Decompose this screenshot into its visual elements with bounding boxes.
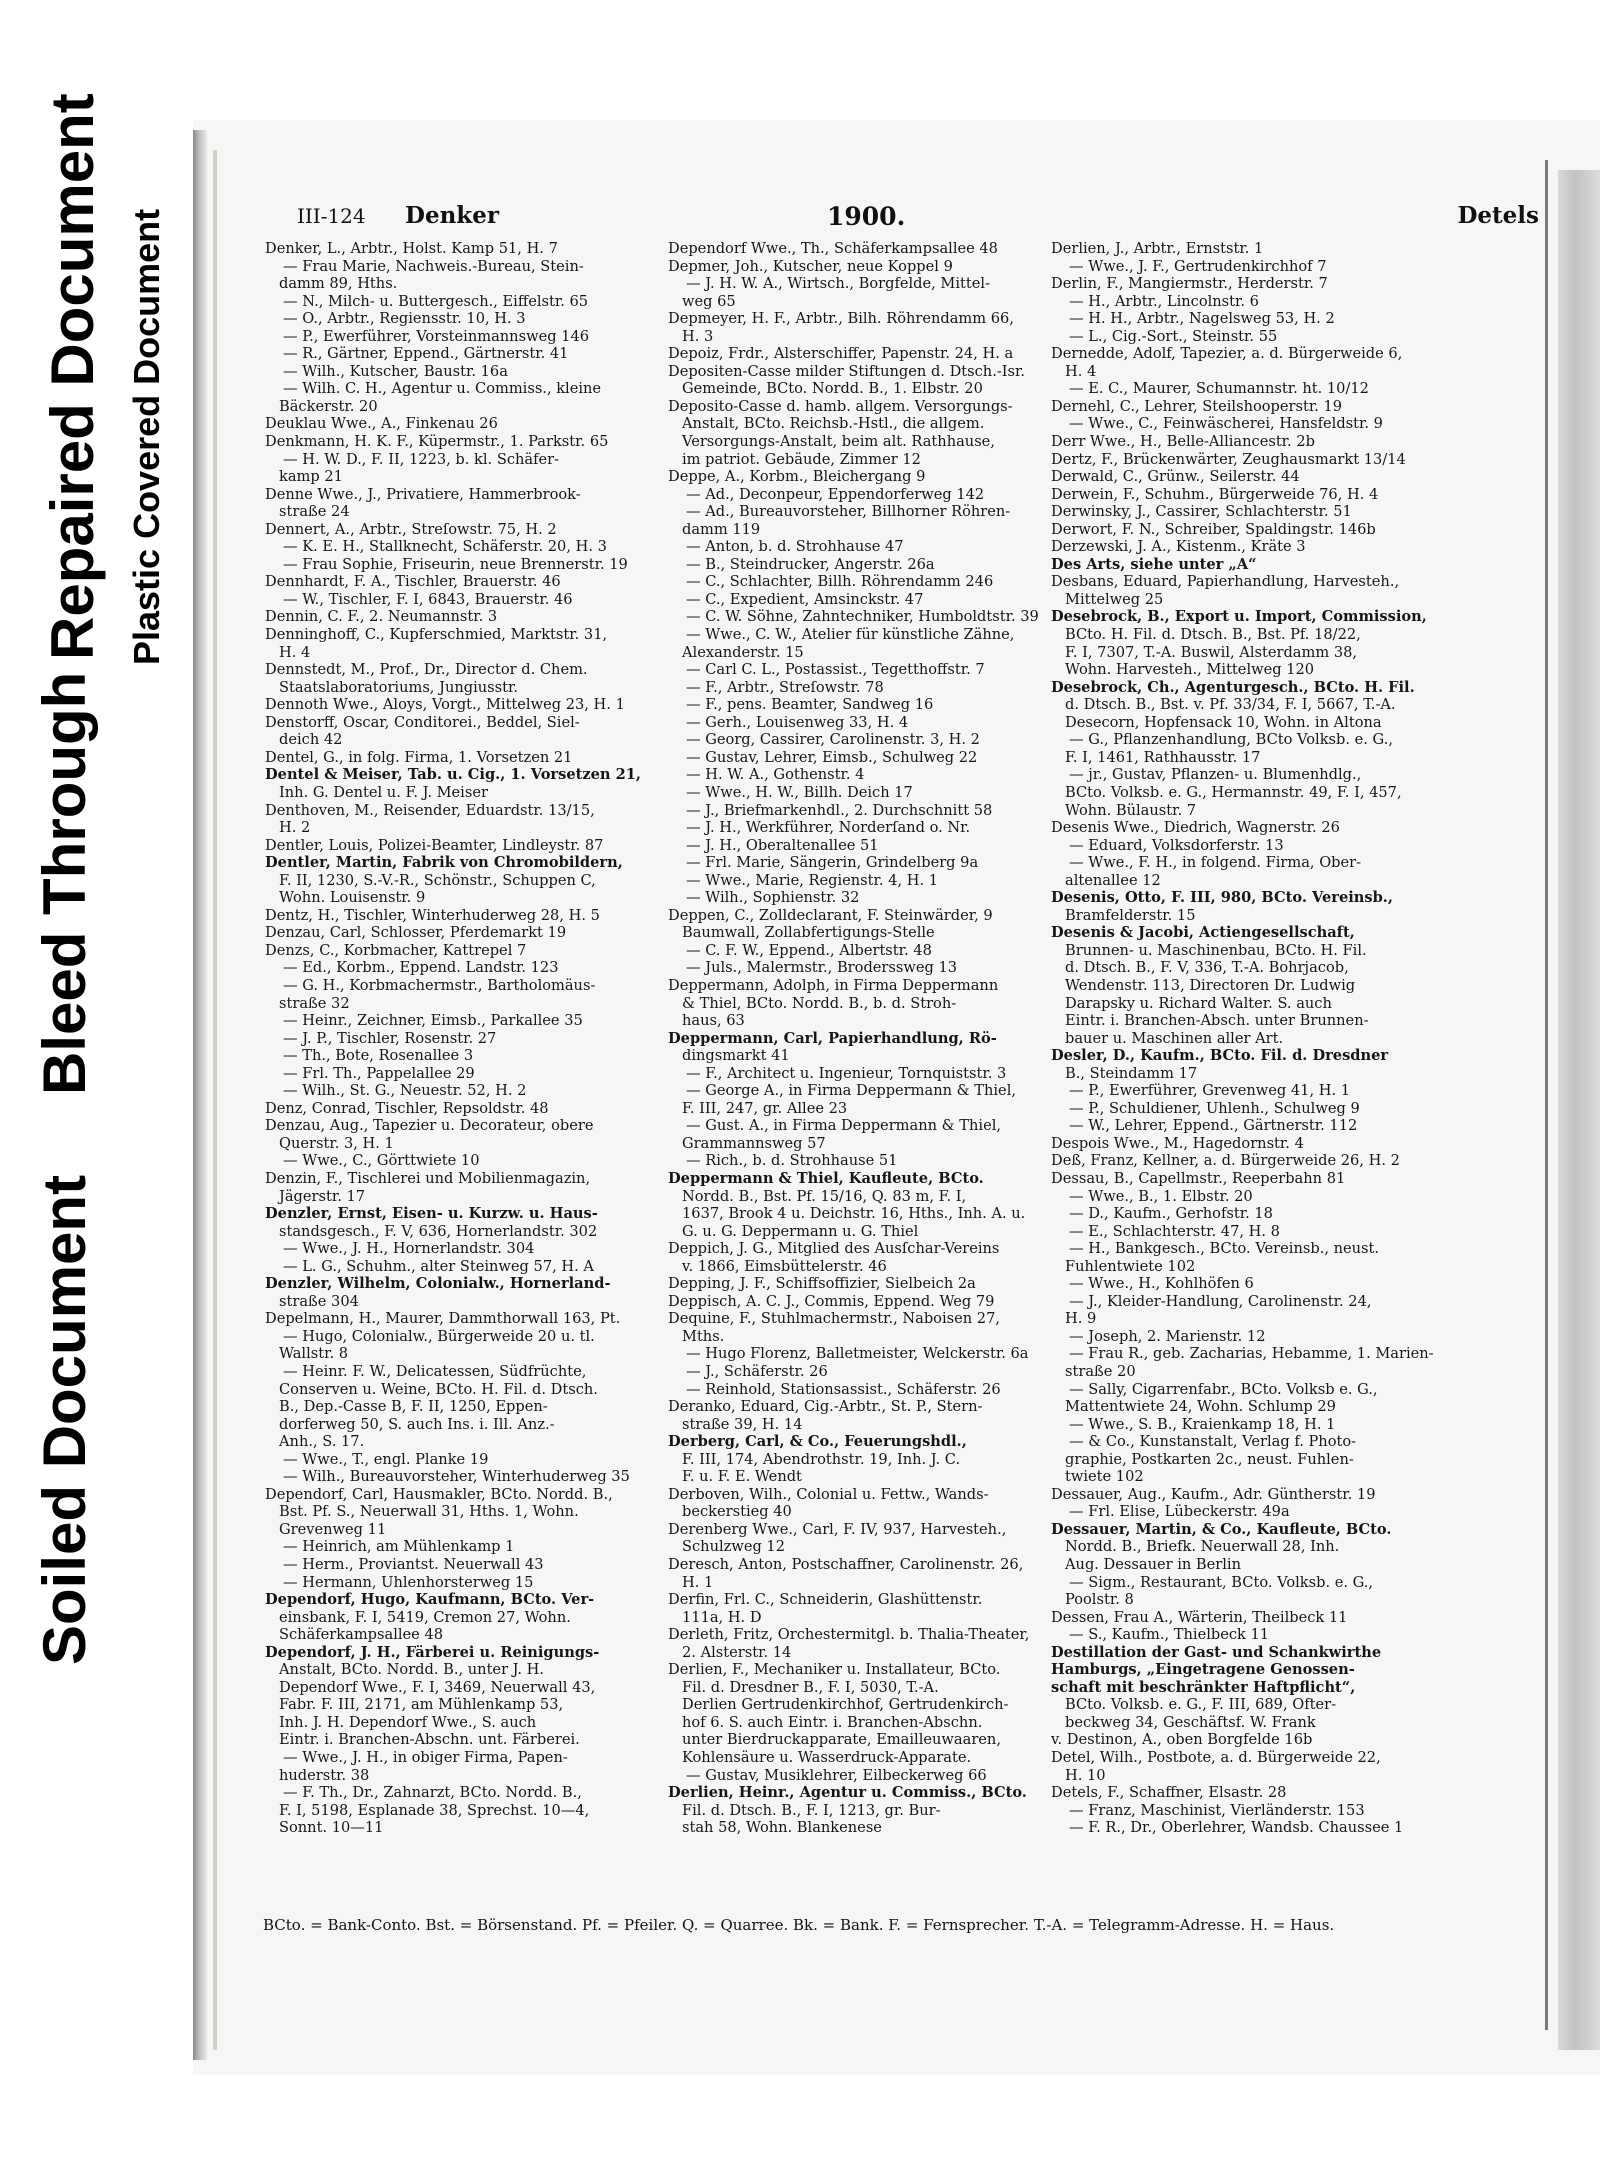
entry-continuation: H. 1 [682, 1573, 714, 1591]
directory-entry: Derfin, Frl. C., Schneiderin, Glashüttenstr. [668, 1591, 983, 1609]
entry-continuation: unter Bierdruckapparate, Emailleuwaaren, [682, 1731, 1001, 1749]
directory-entry: v. Destinon, A., oben Borgfelde 16b [1051, 1731, 1313, 1749]
sub-entry: — F. R., Dr., Oberlehrer, Wandsb. Chaussee 1 [1069, 1819, 1404, 1837]
page-number: III-124 [297, 204, 366, 228]
entry-continuation: F. III, 247, gr. Allee 23 [682, 1099, 848, 1117]
sub-entry: — Ad., Deconpeur, Eppendorferweg 142 [686, 485, 985, 503]
directory-entry: Denzin, F., Tischlerei und Mobilienmagazin, [265, 1169, 591, 1187]
entry-continuation: straße 32 [279, 994, 350, 1012]
entry-continuation: bauer u. Maschinen aller Art. [1065, 1029, 1284, 1047]
directory-entry: Depositen-Casse milder Stiftungen d. Dtsch.-Isr. [668, 362, 1026, 380]
entry-continuation: kamp 21 [279, 468, 343, 486]
sub-entry: — Georg, Cassirer, Carolinenstr. 3, H. 2 [686, 731, 980, 749]
sub-entry: — & Co., Kunstanstalt, Verlag f. Photo- [1069, 1433, 1357, 1451]
sub-entry: — E., Schlachterstr. 47, H. 8 [1069, 1222, 1280, 1240]
sub-entry: — Ad., Bureauvorsteher, Billhorner Röhren- [686, 503, 1011, 521]
sub-entry: — F., pens. Beamter, Sandweg 16 [686, 696, 934, 714]
directory-entry: Dependorf Wwe., Th., Schäferkampsallee 48 [668, 240, 998, 257]
entry-continuation: Wohn. Harvesteh., Mittelweg 120 [1065, 661, 1315, 679]
entry-continuation: G. u. G. Deppermann u. G. Thiel [682, 1222, 919, 1240]
sub-entry: — G., Pflanzenhandlung, BCto Volksb. e. G., [1069, 731, 1393, 749]
directory-entry: Denzau, Aug., Tapezier u. Decorateur, obere [265, 1117, 594, 1135]
directory-entry: Deppermann, Adolph, in Firma Deppermann [668, 976, 999, 994]
entry-continuation: v. 1866, Eimsbüttelerstr. 46 [682, 1257, 887, 1275]
header-first-entry: Denker [405, 202, 499, 229]
directory-entry: Dennhardt, F. A., Tischler, Brauerstr. 46 [265, 573, 561, 591]
directory-entry: Denninghoff, C., Kupferschmied, Marktstr. 31, [265, 626, 608, 644]
entry-continuation: H. 4 [1065, 362, 1097, 380]
directory-entry: Destillation der Gast- und Schankwirthe [1051, 1643, 1382, 1661]
header-last-entry: Detels [1457, 202, 1539, 229]
entry-continuation: Staatslaboratoriums, Jungiusstr. [279, 678, 519, 696]
directory-entry: Desenis, Otto, F. III, 980, BCto. Vereinsb., [1051, 889, 1393, 907]
entry-continuation: Nordd. B., Briefk. Neuerwall 28, Inh. [1065, 1538, 1340, 1556]
directory-entry: Derwein, F., Schuhm., Bürgerweide 76, H. 4 [1051, 485, 1379, 503]
entry-continuation: Fil. d. Dtsch. B., F. I, 1213, gr. Bur- [682, 1801, 941, 1819]
directory-entry: Derberg, Carl, & Co., Feuerungshdl., [668, 1433, 967, 1451]
sub-entry: — P., Schuldiener, Uhlenh., Schulweg 9 [1069, 1099, 1360, 1117]
entry-continuation: H. 4 [279, 643, 311, 661]
sub-entry: — J., Kleider-Handlung, Carolinenstr. 24, [1069, 1292, 1372, 1310]
sub-entry: — Wilh., Bureauvorsteher, Winterhuderweg 35 [283, 1468, 630, 1486]
directory-entry: Dernedde, Adolf, Tapezier, a. d. Bürgerweide 6, [1051, 345, 1403, 363]
directory-entry: Deppen, C., Zolldeclarant, F. Steinwärder, 9 [668, 906, 993, 924]
directory-entry: Denstorff, Oscar, Conditorei., Beddel, Siel- [265, 713, 580, 731]
entry-continuation: Fuhlentwiete 102 [1065, 1257, 1196, 1275]
entry-continuation: 2. Alsterstr. 14 [682, 1643, 792, 1661]
directory-entry: Dependorf, Carl, Hausmakler, BCto. Nordd. B., [265, 1485, 613, 1503]
entry-continuation: Kohlensäure u. Wasserdruck-Apparate. [682, 1749, 972, 1767]
sub-entry: — L., Cig.-Sort., Steinstr. 55 [1069, 327, 1278, 345]
label-soiled-document: Soiled Document [31, 1174, 98, 1665]
entry-continuation: Mattentwiete 24, Wohn. Schlump 29 [1065, 1398, 1336, 1416]
sub-entry: — Gust. A., in Firma Deppermann & Thiel, [686, 1117, 1002, 1135]
entry-continuation: F. I, 7307, T.-A. Buswil, Alsterdamm 38, [1065, 643, 1358, 661]
entry-continuation: Alexanderstr. 15 [682, 643, 804, 661]
directory-entry: Dessauer, Martin, & Co., Kaufleute, BCto. [1051, 1520, 1392, 1538]
sub-entry: — H., Arbtr., Lincolnstr. 6 [1069, 292, 1259, 310]
entry-continuation: haus, 63 [682, 1012, 745, 1030]
sub-entry: — Wilh. C. H., Agentur u. Commiss., kleine [283, 380, 602, 398]
sub-entry: — N., Milch- u. Buttergesch., Eiffelstr. 65 [283, 292, 589, 310]
directory-entry: Deppermann, Carl, Papierhandlung, Rö- [668, 1029, 997, 1047]
entry-continuation: Eintr. i. Branchen-Absch. unter Brunnen- [1065, 1012, 1369, 1030]
directory-entry: Dependorf, Hugo, Kaufmann, BCto. Ver- [265, 1591, 595, 1609]
sub-entry: — Wwe., C. W., Atelier für künstliche Zähne, [686, 626, 1015, 644]
directory-entry: Deppisch, A. C. J., Commis, Eppend. Weg 79 [668, 1292, 995, 1310]
entry-continuation: dorferweg 50, S. auch Ins. i. Ill. Anz.- [279, 1415, 555, 1433]
directory-entry: Dessen, Frau A., Wärterin, Theilbeck 11 [1051, 1608, 1348, 1626]
directory-entry: Depmer, Joh., Kutscher, neue Koppel 9 [668, 257, 953, 275]
entry-continuation: Bramfelderstr. 15 [1065, 906, 1196, 924]
sub-entry: — W., Tischler, F. I, 6843, Brauerstr. 46 [283, 590, 573, 608]
entry-continuation: d. Dtsch. B., F. V, 336, T.-A. Bohrjacob, [1065, 959, 1349, 977]
sub-entry: — Gustav, Musiklehrer, Eilbeckerweg 66 [686, 1766, 987, 1784]
sub-entry: — F., Architect u. Ingenieur, Tornquiststr. 3 [686, 1064, 1007, 1082]
directory-entry: Derleth, Fritz, Orchestermitgl. b. Thalia-Theater, [668, 1626, 1030, 1644]
entry-continuation: im patriot. Gebäude, Zimmer 12 [682, 450, 921, 468]
page-inner-edge [213, 150, 217, 2050]
entry-continuation: H. 10 [1065, 1766, 1106, 1784]
directory-entry: Desler, D., Kaufm., BCto. Fil. d. Dresdner [1051, 1047, 1389, 1065]
entry-continuation: Bst. Pf. S., Neuerwall 31, Hths. 1, Wohn. [279, 1503, 579, 1521]
directory-entry: Detel, Wilh., Postbote, a. d. Bürgerweide 22, [1051, 1749, 1381, 1767]
sub-entry: — H. W. A., Gothenstr. 4 [686, 766, 865, 784]
sub-entry: — Wwe., H. W., Billh. Deich 17 [686, 783, 913, 801]
sub-entry: — Sally, Cigarrenfabr., BCto. Volksb e. G., [1069, 1380, 1378, 1398]
sub-entry: — F. Th., Dr., Zahnarzt, BCto. Nordd. B., [283, 1784, 582, 1802]
entry-continuation: straße 20 [1065, 1363, 1136, 1380]
sub-entry: — Anton, b. d. Strohhause 47 [686, 538, 904, 556]
sub-entry: — C. F. W., Eppend., Albertstr. 48 [686, 941, 932, 959]
directory-entry: Desebrock, Ch., Agenturgesch., BCto. H. Fil. [1051, 678, 1415, 696]
entry-continuation: Fabr. F. III, 2171, am Mühlenkamp 53, [279, 1696, 564, 1714]
entry-continuation: beckweg 34, Geschäftsf. W. Frank [1065, 1713, 1316, 1731]
entry-continuation: altenallee 12 [1065, 871, 1161, 889]
entry-continuation: Grammannsweg 57 [682, 1134, 826, 1152]
sub-entry: — Wwe., J. H., Hornerlandstr. 304 [283, 1240, 535, 1258]
directory-entry: Denker, L., Arbtr., Holst. Kamp 51, H. 7 [265, 240, 558, 257]
entry-continuation: beckerstieg 40 [682, 1503, 792, 1521]
entry-continuation: einsbank, F. I, 5419, Cremon 27, Wohn. [279, 1608, 571, 1626]
label-plastic-covered-document: Plastic Covered Document [126, 208, 167, 665]
sub-entry: — Heinrich, am Mühlenkamp 1 [283, 1538, 515, 1556]
directory-entry: Deuklau Wwe., A., Finkenau 26 [265, 415, 498, 433]
entry-continuation: F. u. F. E. Wendt [682, 1468, 802, 1486]
directory-entry: Denzler, Ernst, Eisen- u. Kurzw. u. Haus- [265, 1205, 598, 1223]
sub-entry: — Wilh., Sophienstr. 32 [686, 889, 860, 907]
sub-entry: — Wwe., F. H., in folgend. Firma, Ober- [1069, 854, 1362, 872]
directory-entry: Denkmann, H. K. F., Küpermstr., 1. Parkstr. 65 [265, 433, 609, 451]
entry-continuation: H. 3 [682, 327, 714, 345]
entry-continuation: hof 6. S. auch Eintr. i. Branchen-Abschn. [682, 1713, 983, 1731]
entry-continuation: Anstalt, BCto. Reichsb.-Hstl., die allgem. [682, 415, 985, 433]
sub-entry: — J. H., Werkführer, Norderſand o. Nr. [686, 819, 971, 837]
entry-continuation: 1637, Brook 4 u. Deichstr. 16, Hths., Inh. A. u. [682, 1205, 1026, 1223]
sub-entry: — J. H. W. A., Wirtsch., Borgfelde, Mittel- [686, 275, 991, 293]
entry-continuation: dingsmarkt 41 [682, 1047, 790, 1065]
directory-entry: Desenis Wwe., Diedrich, Wagnerstr. 26 [1051, 819, 1340, 837]
directory-entry: Deranko, Eduard, Cig.-Arbtr., St. P., Stern- [668, 1398, 983, 1416]
sub-entry: — S., Kaufm., Thielbeck 11 [1069, 1626, 1270, 1644]
entry-continuation: Querstr. 3, H. 1 [279, 1134, 394, 1152]
entry-continuation: Wohn. Bülaustr. 7 [1065, 801, 1197, 819]
directory-entry: Denthoven, M., Reisender, Eduardstr. 13/15, [265, 801, 595, 819]
directory-entry: Denz, Conrad, Tischler, Repsoldstr. 48 [265, 1099, 549, 1117]
next-page-edge [1558, 170, 1600, 2050]
entry-continuation: Nordd. B., Bst. Pf. 15/16, Q. 83 m, F. I, [682, 1187, 967, 1205]
directory-entry: Desenis & Jacobi, Actiengesellschaft, [1051, 924, 1355, 942]
page-binding-edge [193, 130, 207, 2060]
entry-continuation: H. 9 [1065, 1310, 1097, 1328]
sub-entry: — Sigm., Restaurant, BCto. Volksb. e. G., [1069, 1573, 1374, 1591]
directory-entry: Derlien, J., Arbtr., Ernststr. 1 [1051, 240, 1264, 257]
directory-entry: Derwald, C., Grünw., Seilerstr. 44 [1051, 468, 1300, 486]
directory-entry: Depmeyer, H. F., Arbtr., Bilh. Röhrendamm 66, [668, 310, 1014, 328]
entry-continuation: Dependorf Wwe., F. I, 3469, Neuerwall 43, [279, 1678, 596, 1696]
directory-entry: Despois Wwe., M., Hagedornstr. 4 [1051, 1134, 1304, 1152]
directory-entry: Dentel, G., in folg. Firma, 1. Vorsetzen 21 [265, 748, 573, 766]
directory-entry: Derlin, F., Mangiermstr., Herderstr. 7 [1051, 275, 1328, 293]
entry-continuation: Desecorn, Hopfensack 10, Wohn. in Altona [1065, 713, 1382, 731]
sub-entry: — L. G., Schuhm., alter Steinweg 57, H. A [283, 1257, 594, 1275]
sub-entry: — C., Expedient, Amsinckstr. 47 [686, 590, 924, 608]
directory-entry: Derwort, F. N., Schreiber, Spaldingstr. 146b [1051, 520, 1376, 538]
directory-entry: Denzau, Carl, Schlosser, Pferdemarkt 19 [265, 924, 567, 942]
entry-continuation: Grevenweg 11 [279, 1520, 387, 1538]
sub-entry: — B., Steindrucker, Angerstr. 26a [686, 555, 935, 573]
sub-entry: — W., Lehrer, Eppend., Gärtnerstr. 112 [1069, 1117, 1358, 1135]
degradation-labels [0, 0, 200, 2177]
sub-entry: — R., Gärtner, Eppend., Gärtnerstr. 41 [283, 345, 569, 363]
directory-column-3 [1051, 240, 1449, 1900]
sub-entry: — Juls., Malermstr., Broderssweg 13 [686, 959, 958, 977]
sub-entry: — H. W. D., F. II, 1223, b. kl. Schäfer- [283, 450, 560, 468]
sub-entry: — C. W. Söhne, Zahntechniker, Humboldtstr. 39 [686, 608, 1039, 626]
entry-continuation: Wallstr. 8 [279, 1345, 349, 1363]
directory-entry: Derenberg Wwe., Carl, F. IV, 937, Harvesteh., [668, 1520, 1007, 1538]
entry-continuation: twiete 102 [1065, 1468, 1144, 1486]
sub-entry: — J., Briefmarkenhdl., 2. Durchschnitt 58 [686, 801, 993, 819]
sub-entry: — Hugo, Colonialw., Bürgerweide 20 u. tl. [283, 1327, 595, 1345]
entry-continuation: graphie, Postkarten 2c., neust. Fuhlen- [1065, 1450, 1354, 1468]
sub-entry: — Hugo Florenz, Balletmeister, Welckerstr. 6a [686, 1345, 1029, 1363]
entry-continuation: Poolstr. 8 [1065, 1591, 1134, 1609]
sub-entry: — Th., Bote, Rosenallee 3 [283, 1047, 474, 1065]
directory-entry: Deppe, A., Korbm., Bleichergang 9 [668, 468, 926, 486]
directory-entry: Des Arts, siehe unter „A“ [1051, 555, 1257, 573]
directory-entry: Dequine, F., Stuhlmachermstr., Naboisen 27, [668, 1310, 1000, 1328]
directory-entry: Desebrock, B., Export u. Import, Commission, [1051, 608, 1427, 626]
sub-entry: — Frau Sophie, Friseurin, neue Brennerstr. 19 [283, 555, 628, 573]
entry-continuation: Baumwall, Zollabfertigungs-Stelle [682, 924, 935, 942]
sub-entry: — Wwe., Marie, Regienstr. 4, H. 1 [686, 871, 939, 889]
directory-column-2 [668, 240, 1063, 1900]
directory-entry: Denzler, Wilhelm, Colonialw., Hornerland- [265, 1275, 611, 1293]
directory-entry: Derlien, Heinr., Agentur u. Commiss., BCto. [668, 1784, 1027, 1802]
entry-continuation: Versorgungs-Anstalt, beim alt. Rathhause, [682, 433, 995, 451]
label-repaired-document: Repaired Document [39, 93, 106, 660]
sub-entry: — C., Schlachter, Billh. Röhrendamm 246 [686, 573, 994, 591]
sub-entry: — Heinr., Zeichner, Eimsb., Parkallee 35 [283, 1012, 583, 1030]
sub-entry: — K. E. H., Stallknecht, Schäferstr. 20, H. 3 [283, 538, 607, 556]
entry-continuation: damm 89, Hths. [279, 275, 398, 293]
sub-entry: — G. H., Korbmachermstr., Bartholomäus- [283, 976, 596, 994]
sub-entry: — Gustav, Lehrer, Eimsb., Schulweg 22 [686, 748, 978, 766]
directory-entry: Deresch, Anton, Postschaffner, Carolinenstr. 26, [668, 1556, 1024, 1574]
entry-continuation: BCto. Volksb. e. G., Hermannstr. 49, F. I, 457, [1065, 783, 1402, 801]
entry-continuation: straße 39, H. 14 [682, 1415, 803, 1433]
entry-continuation: Conserven u. Weine, BCto. H. Fil. d. Dtsch. [279, 1380, 598, 1398]
entry-continuation: Aug. Dessauer in Berlin [1065, 1556, 1242, 1574]
directory-entry: Depelmann, H., Maurer, Dammthorwall 163, Pt. [265, 1310, 621, 1328]
sub-entry: — George A., in Firma Deppermann & Thiel, [686, 1082, 1016, 1100]
directory-entry: Derboven, Wilh., Colonial u. Fettw., Wands- [668, 1485, 989, 1503]
directory-entry: Dennin, C. F., 2. Neumannstr. 3 [265, 608, 498, 626]
sub-entry: — Hermann, Uhlenhorsterweg 15 [283, 1573, 534, 1591]
sub-entry: — Joseph, 2. Marienstr. 12 [1069, 1327, 1266, 1345]
sub-entry: — Frl. Elise, Lübeckerstr. 49a [1069, 1503, 1290, 1521]
entry-continuation: F. II, 1230, S.-V.-R., Schönstr., Schuppen C, [279, 871, 596, 889]
sub-entry: — H., Bankgesch., BCto. Vereinsb., neust. [1069, 1240, 1380, 1258]
directory-entry: Dennstedt, M., Prof., Dr., Director d. Chem. [265, 661, 588, 679]
entry-continuation: BCto. Volksb. e. G., F. III, 689, Ofter- [1065, 1696, 1337, 1714]
entry-continuation: 111a, H. D [682, 1608, 762, 1626]
sub-entry: — Wwe., H., Kohlhöfen 6 [1069, 1275, 1254, 1293]
directory-entry: Deppermann & Thiel, Kaufleute, BCto. [668, 1169, 984, 1187]
sub-entry: — Heinr. F. W., Delicatessen, Südfrüchte, [283, 1363, 587, 1380]
entry-continuation: Anh., S. 17. [279, 1433, 365, 1451]
directory-entry: Detels, F., Schaffner, Elsastr. 28 [1051, 1784, 1287, 1802]
entry-continuation: F. III, 174, Abendrothstr. 19, Inh. J. C. [682, 1450, 961, 1468]
entry-continuation: Inh. G. Dentel u. F. J. Meiser [279, 783, 488, 801]
label-bleed-through: Bleed Through [31, 671, 98, 1095]
directory-entry: Dentler, Louis, Polizei-Beamter, Lindleystr. 87 [265, 836, 604, 854]
sub-entry: — J. P., Tischler, Rosenstr. 27 [283, 1029, 497, 1047]
entry-continuation: standsgesch., F. V, 636, Hornerlandstr. 302 [279, 1222, 598, 1240]
entry-continuation: Wendenstr. 113, Directoren Dr. Ludwig [1065, 976, 1356, 994]
sub-entry: — D., Kaufm., Gerhofstr. 18 [1069, 1205, 1273, 1223]
entry-continuation: Eintr. i. Branchen-Abschn. unt. Färberei. [279, 1731, 580, 1749]
directory-entry: Derzewski, J. A., Kistenm., Kräte 3 [1051, 538, 1306, 556]
directory-entry: Dentz, H., Tischler, Winterhuderweg 28, H. 5 [265, 906, 600, 924]
directory-column-1 [265, 240, 660, 1900]
entry-continuation: BCto. H. Fil. d. Dtsch. B., Bst. Pf. 18/22, [1065, 626, 1361, 644]
entry-continuation: d. Dtsch. B., Bst. v. Pf. 33/34, F. I, 5667, T.-A. [1065, 696, 1396, 714]
entry-continuation: stah 58, Wohn. Blankenese [682, 1819, 882, 1837]
entry-continuation: F. I, 1461, Rathhausstr. 17 [1065, 748, 1261, 766]
entry-continuation: H. 2 [279, 819, 311, 837]
directory-entry: Dentel & Meiser, Tab. u. Cig., 1. Vorsetzen 21, [265, 766, 642, 784]
sub-entry: — Wilh., Kutscher, Baustr. 16a [283, 362, 508, 380]
sub-entry: — E. C., Maurer, Schumannstr. ht. 10/12 [1069, 380, 1369, 398]
sub-entry: — P., Ewerführer, Grevenweg 41, H. 1 [1069, 1082, 1351, 1100]
entry-continuation: Bäckerstr. 20 [279, 397, 378, 415]
directory-entry: Dessau, B., Capellmstr., Reeperbahn 81 [1051, 1169, 1346, 1187]
sub-entry: — H. H., Arbtr., Nagelsweg 53, H. 2 [1069, 310, 1335, 328]
directory-entry: Dentler, Martin, Fabrik von Chromobildern, [265, 854, 623, 872]
sub-entry: — Wwe., C., Görttwiete 10 [283, 1152, 480, 1170]
sub-entry: — P., Ewerführer, Vorsteinmannsweg 146 [283, 327, 590, 345]
sub-entry: — Wwe., T., engl. Planke 19 [283, 1450, 489, 1468]
sub-entry: — Wilh., St. G., Neuestr. 52, H. 2 [283, 1082, 527, 1100]
directory-entry: Depping, J. F., Schiffsoffizier, Sielbeich 2a [668, 1275, 976, 1293]
entry-continuation: Schulzweg 12 [682, 1538, 786, 1556]
sub-entry: — Wwe., J. H., in obiger Firma, Papen- [283, 1749, 568, 1767]
sub-entry: — Eduard, Volksdorferstr. 13 [1069, 836, 1284, 854]
directory-entry: Desbans, Eduard, Papierhandlung, Harvesteh., [1051, 573, 1400, 591]
entry-continuation: huderstr. 38 [279, 1766, 370, 1784]
sub-entry: — J. H., Oberaltenallee 51 [686, 836, 879, 854]
sub-entry: — Wwe., B., 1. Elbstr. 20 [1069, 1187, 1253, 1205]
entry-continuation: & Thiel, BCto. Nordd. B., b. d. Stroh- [682, 994, 957, 1012]
sub-entry: — O., Arbtr., Regiensstr. 10, H. 3 [283, 310, 526, 328]
directory-entry: Depoiz, Frdr., Alsterschiffer, Papenstr. 24, H. a [668, 345, 1014, 363]
entry-continuation: Darapsky u. Richard Walter. S. auch [1065, 994, 1332, 1012]
sub-entry: — Wwe., J. F., Gertrudenkirchhof 7 [1069, 257, 1327, 275]
directory-entry: Denne Wwe., J., Privatiere, Hammerbrook- [265, 485, 581, 503]
sub-entry: — Frl. Th., Pappelallee 29 [283, 1064, 475, 1082]
entry-continuation: Schäferkampsallee 48 [279, 1626, 444, 1644]
sub-entry: — Herm., Proviantst. Neuerwall 43 [283, 1556, 544, 1574]
entry-continuation: Jägerstr. 17 [279, 1187, 366, 1205]
entry-continuation: weg 65 [682, 292, 736, 310]
directory-entry: Hamburgs, „Eingetragene Genossen- [1051, 1661, 1355, 1679]
entry-continuation: Derlien Gertrudenkirchhof, Gertrudenkirch- [682, 1696, 1009, 1714]
directory-entry: Denzs, C., Korbmacher, Kattrepel 7 [265, 941, 527, 959]
sub-entry: — Frl. Marie, Sängerin, Grindelberg 9a [686, 854, 979, 872]
directory-entry: Derlien, F., Mechaniker u. Installateur, BCto. [668, 1661, 1001, 1679]
directory-entry: Deppich, J. G., Mitglied des Ausſchar-Vereins [668, 1240, 1000, 1258]
abbreviation-legend: BCto. = Bank-Conto. Bst. = Börsenstand. Pf. = Pfeiler. Q. = Quarree. Bk. = Bank. F. = Fernsprecher. T.-A. = Telegramm-Adresse. H. = Haus. [263, 1916, 1335, 1934]
sub-entry: — Frau Marie, Nachweis.-Bureau, Stein- [283, 257, 584, 275]
entry-continuation: Sonnt. 10—11 [279, 1819, 384, 1837]
directory-entry: Deß, Franz, Kellner, a. d. Bürgerweide 26, H. 2 [1051, 1152, 1400, 1170]
sub-entry: — Frau R., geb. Zacharias, Hebamme, 1. Marien- [1069, 1345, 1434, 1363]
directory-entry: Dennoth Wwe., Aloys, Vorgt., Mittelweg 23, H. 1 [265, 696, 625, 714]
sub-entry: — Wwe., C., Feinwäscherei, Hansfeldstr. 9 [1069, 415, 1383, 433]
entry-continuation: B., Dep.-Casse B, F. II, 1250, Eppen- [279, 1398, 548, 1416]
sub-entry: — J., Schäferstr. 26 [686, 1363, 828, 1380]
entry-continuation: straße 24 [279, 503, 350, 521]
directory-entry: Derwinsky, J., Cassirer, Schlachterstr. 51 [1051, 503, 1352, 521]
directory-entry: Dertz, F., Brückenwärter, Zeughausmarkt 13/14 [1051, 450, 1406, 468]
entry-continuation: Wohn. Louisenstr. 9 [279, 889, 426, 907]
directory-entry: Dependorf, J. H., Färberei u. Reinigungs- [265, 1643, 600, 1661]
sub-entry: — Reinhold, Stationsassist., Schäferstr. 26 [686, 1380, 1001, 1398]
directory-entry: Dernehl, C., Lehrer, Steilshooperstr. 19 [1051, 397, 1343, 415]
entry-continuation: B., Steindamm 17 [1065, 1064, 1198, 1082]
entry-continuation: Anstalt, BCto. Nordd. B., unter J. H. [279, 1661, 545, 1679]
entry-continuation: damm 119 [682, 520, 761, 538]
entry-continuation: F. I, 5198, Esplanade 38, Sprechst. 10—4, [279, 1801, 590, 1819]
directory-entry: Dennert, A., Arbtr., Streſowstr. 75, H. 2 [265, 520, 557, 538]
entry-continuation: Brunnen- u. Maschinenbau, BCto. H. Fil. [1065, 941, 1367, 959]
sub-entry: — F., Arbtr., Streſowstr. 78 [686, 678, 884, 696]
entry-continuation: deich 42 [279, 731, 343, 749]
entry-continuation: Fil. d. Dresdner B., F. I, 5030, T.-A. [682, 1678, 939, 1696]
sub-entry: — Carl C. L., Postassist., Tegetthoffstr. 7 [686, 661, 985, 679]
entry-continuation: Inh. J. H. Dependorf Wwe., S. auch [279, 1713, 537, 1731]
directory-entry: Deposito-Casse d. hamb. allgem. Versorgungs- [668, 397, 1013, 415]
sub-entry: — Franz, Maschinist, Vierländerstr. 153 [1069, 1801, 1365, 1819]
sub-entry: — Ed., Korbm., Eppend. Landstr. 123 [283, 959, 559, 977]
page-header [297, 200, 1549, 240]
sub-entry: — Rich., b. d. Strohhause 51 [686, 1152, 898, 1170]
sub-entry: — Gerh., Louisenweg 33, H. 4 [686, 713, 909, 731]
entry-continuation: Mths. [682, 1327, 725, 1345]
directory-entry: Derr Wwe., H., Belle-Alliancestr. 2b [1051, 433, 1315, 451]
sub-entry: — Wwe., S. B., Kraienkamp 18, H. 1 [1069, 1415, 1336, 1433]
entry-continuation: Gemeinde, BCto. Nordd. B., 1. Elbstr. 20 [682, 380, 983, 398]
header-year: 1900. [827, 202, 906, 231]
entry-continuation: straße 304 [279, 1292, 359, 1310]
page-right-border [1545, 160, 1548, 2030]
directory-entry: schaft mit beschränkter Haftpflicht“, [1051, 1678, 1356, 1696]
entry-continuation: Mittelweg 25 [1065, 590, 1164, 608]
sub-entry: — jr., Gustav, Pflanzen- u. Blumenhdlg., [1069, 766, 1362, 784]
directory-entry: Dessauer, Aug., Kaufm., Adr. Güntherstr. 19 [1051, 1485, 1376, 1503]
